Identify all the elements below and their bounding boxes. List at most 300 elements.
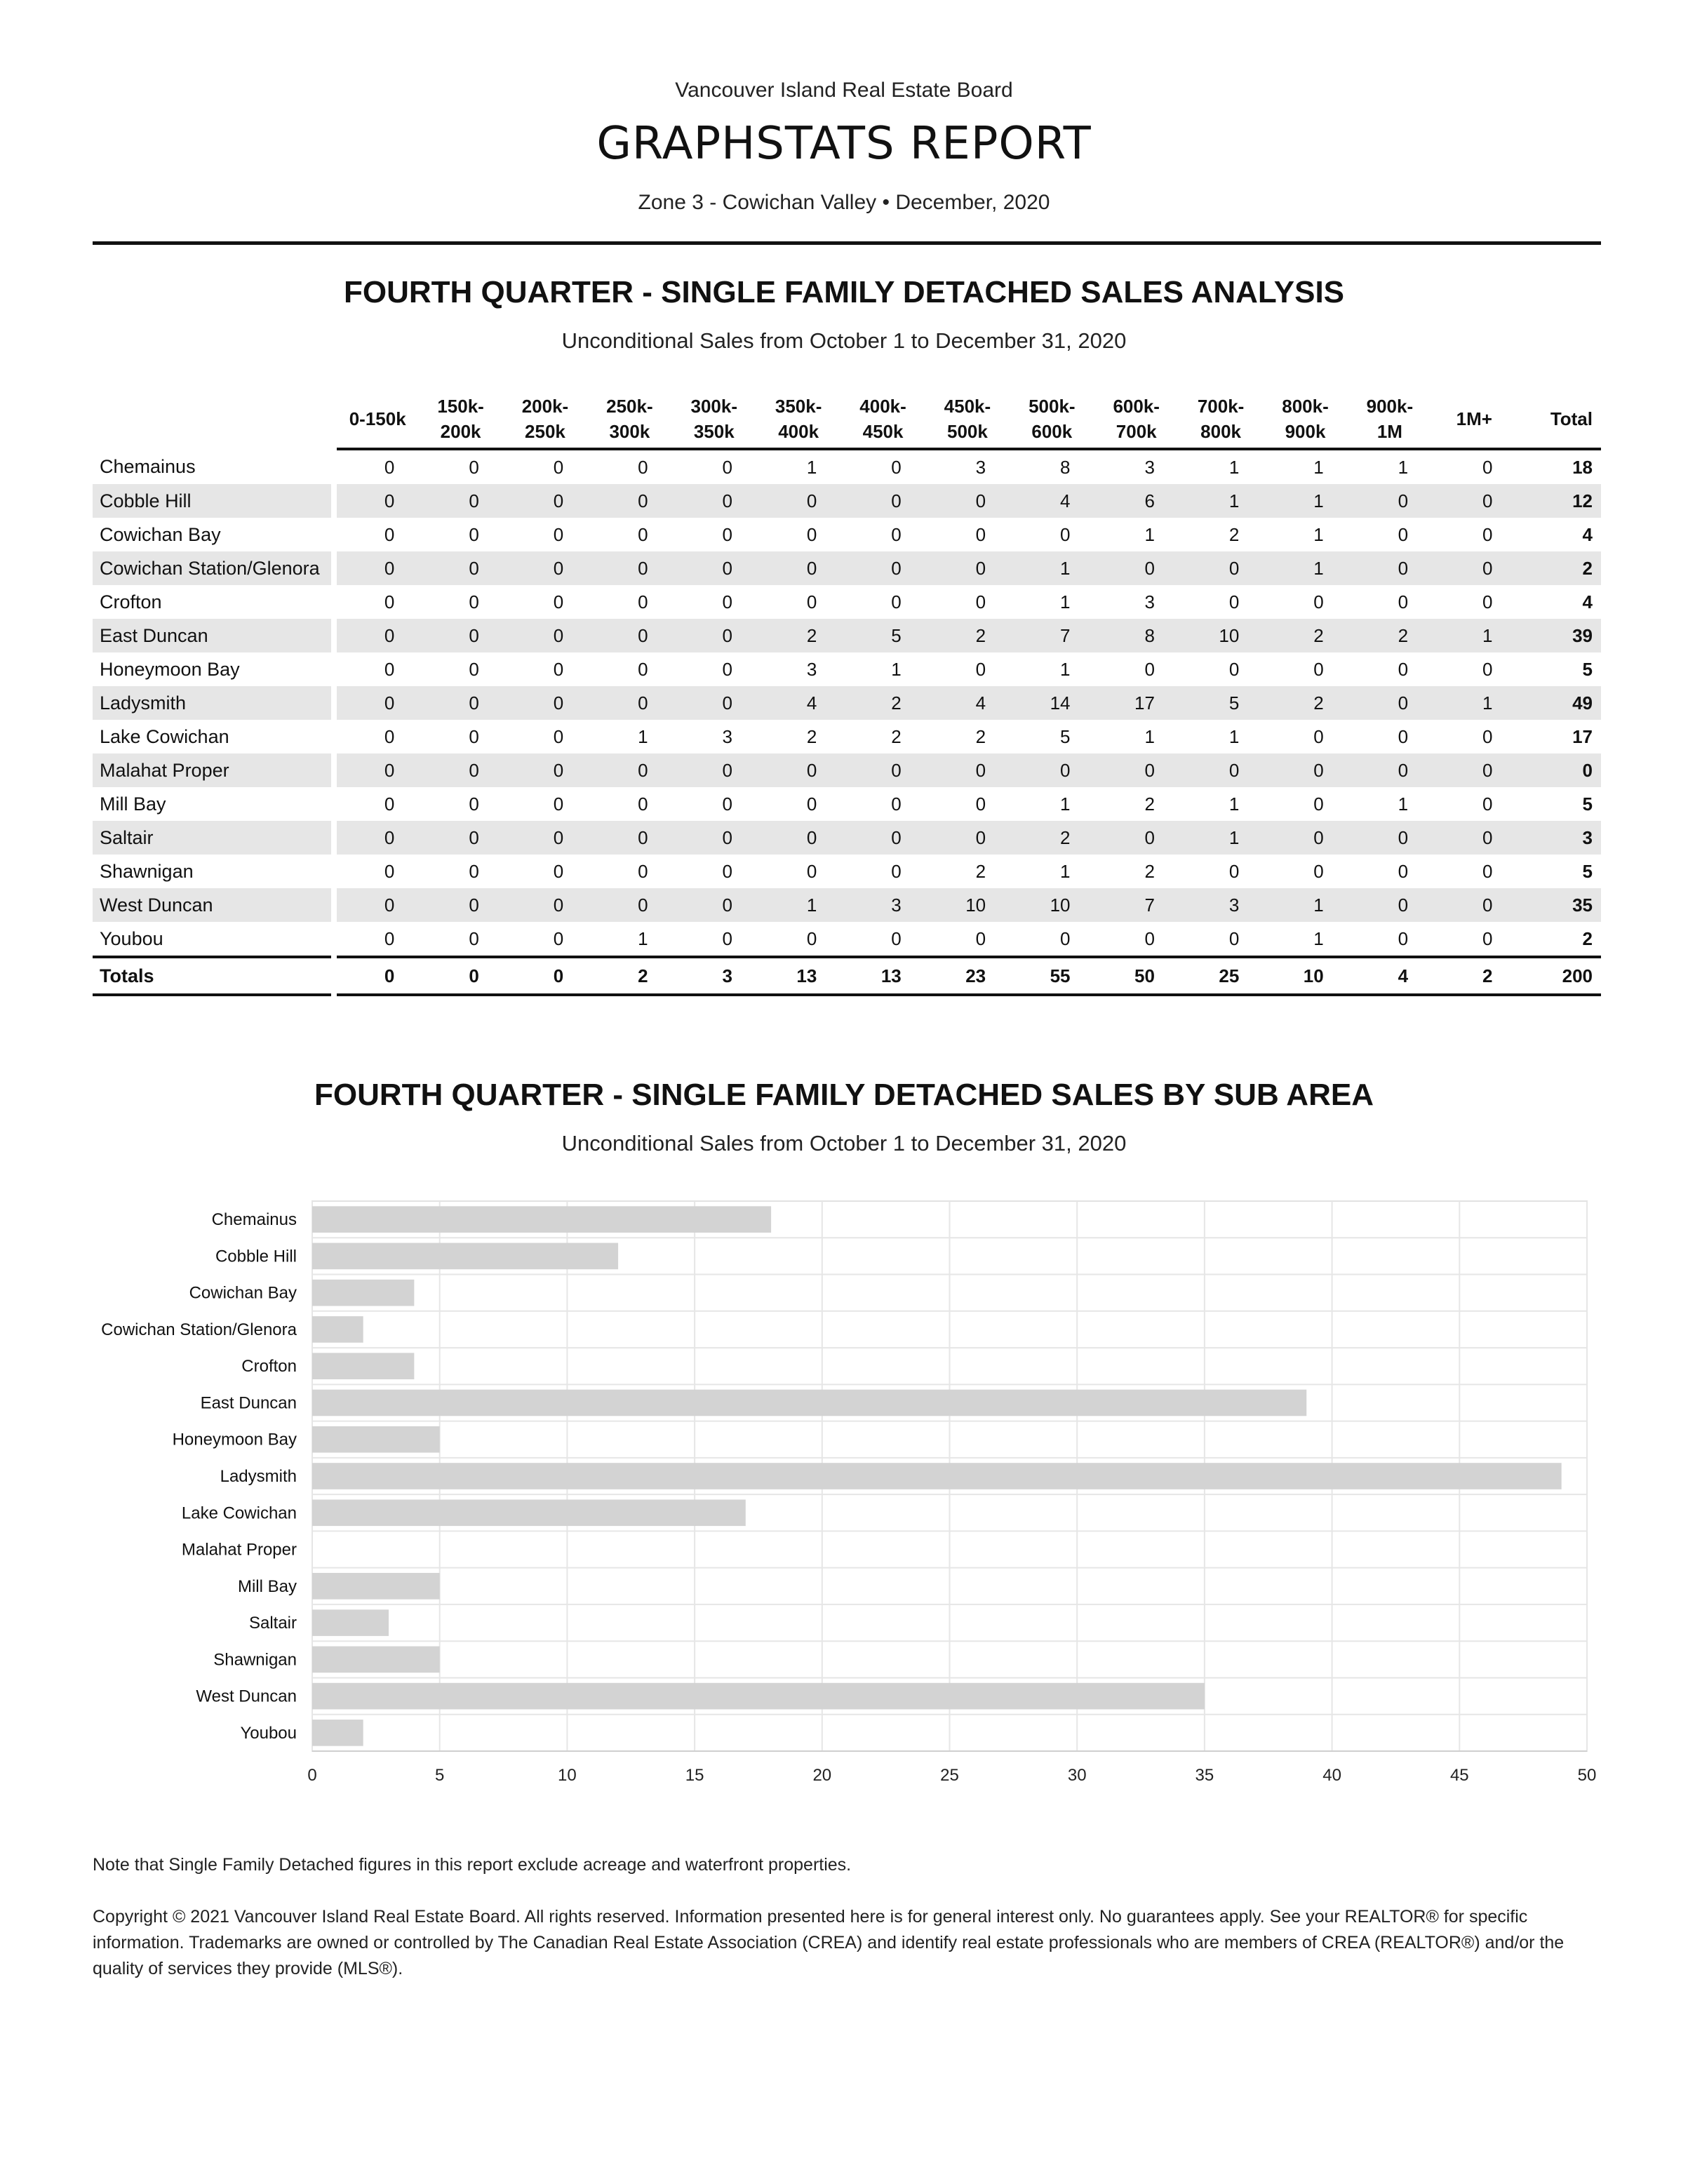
bar: [312, 1463, 1562, 1489]
sales-count-cell: 0: [469, 456, 479, 478]
price-range-header: [503, 390, 587, 449]
table-row: [93, 449, 1601, 484]
sales-count-cell: 1: [1263, 484, 1347, 518]
sales-count-cell: 1: [891, 658, 902, 680]
totals-row: [93, 957, 1601, 995]
bar: [312, 1720, 363, 1746]
sales-count-cell: 0: [334, 484, 418, 518]
sales-count-cell: 0: [1432, 888, 1516, 922]
price-range-header-line2: 500k: [947, 421, 988, 442]
sales-count-cell: 1: [806, 456, 817, 478]
sales-count-cell: 0: [418, 888, 502, 922]
sales-count-cell: 0: [1398, 860, 1409, 882]
price-range-header: [756, 390, 840, 449]
sales-count-cell: 0: [1482, 658, 1493, 680]
row-total-cell: 2: [1582, 927, 1593, 949]
sales-count-cell: 2: [891, 725, 902, 747]
category-label: Youbou: [240, 1723, 297, 1743]
sub-area-name: Shawnigan: [100, 860, 194, 882]
sales-count-cell: 1: [1228, 793, 1240, 815]
category-label: West Duncan: [196, 1687, 297, 1706]
table-header-row: [93, 390, 1601, 449]
area-column-header: [93, 390, 334, 449]
sales-count-cell: 1: [1179, 821, 1263, 855]
sales-count-cell: 1: [638, 927, 648, 949]
column-total-cell: 2: [587, 957, 671, 995]
sales-count-cell: 0: [418, 686, 502, 720]
sales-count-cell: 0: [722, 793, 732, 815]
row-total-cell: 5: [1582, 860, 1593, 882]
copyright-notice: Copyright © 2021 Vancouver Island Real Estate Board. All rights reserved. Information presented here is for general interest only. No guarantees apply. See your REALTOR® for specific information. Trademarks are owned or controlled by The Canadian Real Estate Association (CREA) and identify real estate professionals who are members of CREA (REALTOR®) and/or the quality of services they provide (MLS®).: [93, 1907, 1565, 1978]
bar: [312, 1390, 1306, 1416]
sub-area-name: Chemainus: [100, 455, 196, 477]
sales-count-cell: 0: [503, 888, 587, 922]
total-column-header: Total: [1516, 390, 1601, 449]
sales-count-cell: 0: [1398, 658, 1409, 680]
sales-count-cell: 0: [722, 456, 732, 478]
x-tick-label: 0: [307, 1766, 317, 1785]
sales-count-cell: 0: [672, 551, 756, 585]
sales-count-cell: 2: [1348, 619, 1432, 652]
price-range-header-line1: 900k-: [1366, 396, 1414, 417]
sub-area-name: Mill Bay: [100, 793, 166, 815]
sub-area-name: Malahat Proper: [93, 753, 334, 787]
sales-count-cell: 7: [1010, 619, 1094, 652]
sales-count-cell: 0: [553, 793, 564, 815]
price-range-header: [925, 390, 1010, 449]
sales-count-cell: 0: [1432, 753, 1516, 787]
sales-count-cell: 0: [334, 449, 418, 484]
sales-count-cell: 0: [638, 793, 648, 815]
price-range-header-line2: 700k: [1116, 421, 1157, 442]
sales-count-cell: 0: [334, 652, 418, 686]
table-row: [93, 484, 1601, 518]
sales-count-cell: 0: [503, 619, 587, 652]
report-subtitle: Zone 3 - Cowichan Valley • December, 2020: [638, 191, 1050, 214]
sales-count-cell: 0: [418, 619, 502, 652]
category-label: Malahat Proper: [181, 1540, 297, 1560]
sales-count-cell: 5: [1060, 725, 1071, 747]
totals-label: Totals: [93, 957, 334, 995]
sales-count-cell: 6: [1094, 484, 1179, 518]
sales-count-cell: 0: [1094, 821, 1179, 855]
sales-count-cell: 2: [1144, 860, 1155, 882]
sales-count-cell: 4: [925, 686, 1010, 720]
x-tick-label: 15: [685, 1766, 704, 1785]
sales-count-cell: 3: [975, 456, 986, 478]
price-range-header-line1: 700k-: [1197, 396, 1245, 417]
sales-count-cell: 0: [925, 821, 1010, 855]
table-row: [93, 855, 1601, 888]
sales-count-cell: 0: [587, 551, 671, 585]
bar: [312, 1499, 746, 1526]
sales-count-cell: 0: [722, 523, 732, 545]
table-row: [93, 821, 1601, 855]
sales-count-cell: 3: [806, 658, 817, 680]
sales-count-cell: 0: [1179, 753, 1263, 787]
report-title: GRAPHSTATS REPORT: [596, 118, 1092, 170]
category-label: Cobble Hill: [215, 1247, 297, 1266]
sales-count-cell: 0: [756, 821, 840, 855]
row-total-cell: 17: [1572, 725, 1593, 747]
bar: [312, 1683, 1205, 1710]
sales-count-cell: 0: [975, 523, 986, 545]
sales-count-cell: 1: [1432, 686, 1516, 720]
table-row: [93, 518, 1601, 551]
sales-count-cell: 0: [503, 686, 587, 720]
footnote: Note that Single Family Detached figures in this report exclude acreage and waterfront properties.: [93, 1855, 852, 1875]
sales-count-cell: 0: [1228, 927, 1240, 949]
sales-count-cell: 0: [1263, 821, 1347, 855]
sales-count-cell: 0: [1313, 658, 1324, 680]
sales-count-cell: 2: [975, 725, 986, 747]
price-range-header: [1010, 390, 1094, 449]
sales-count-cell: 0: [1482, 793, 1493, 815]
sales-count-cell: 2: [756, 619, 840, 652]
sales-count-cell: 0: [503, 484, 587, 518]
column-total-cell: 0: [418, 957, 502, 995]
sales-count-cell: 2: [975, 860, 986, 882]
category-label: East Duncan: [200, 1393, 297, 1413]
table-row: [93, 652, 1601, 686]
sales-count-cell: 0: [638, 591, 648, 612]
sub-area-name: Ladysmith: [93, 686, 334, 720]
sales-count-cell: 0: [672, 753, 756, 787]
sales-count-cell: 0: [756, 551, 840, 585]
x-tick-label: 5: [435, 1766, 445, 1785]
sales-count-cell: 0: [1313, 793, 1324, 815]
sub-area-name: Crofton: [100, 591, 162, 612]
category-label: Ladysmith: [220, 1467, 297, 1486]
price-range-header-line2: 450k: [862, 421, 904, 442]
column-total-cell: 0: [503, 957, 587, 995]
sales-count-cell: 0: [1228, 658, 1240, 680]
column-total-cell: 10: [1263, 957, 1347, 995]
sales-count-cell: 0: [1263, 753, 1347, 787]
header-divider: [93, 241, 1601, 245]
price-range-header-line1: 1M+: [1456, 408, 1492, 429]
sales-count-cell: 0: [638, 456, 648, 478]
sales-count-cell: 10: [1179, 619, 1263, 652]
sales-count-cell: 0: [1432, 551, 1516, 585]
column-total-cell: 50: [1094, 957, 1179, 995]
sales-count-cell: 0: [553, 927, 564, 949]
sales-count-cell: 0: [1228, 860, 1240, 882]
sales-count-cell: 0: [1060, 523, 1071, 545]
sales-count-cell: 0: [334, 855, 418, 888]
sales-count-cell: 0: [334, 619, 418, 652]
sales-count-cell: 0: [334, 518, 418, 551]
category-label: Shawnigan: [213, 1650, 297, 1670]
sales-count-cell: 0: [334, 551, 418, 585]
sales-count-cell: 0: [672, 619, 756, 652]
price-range-header-line2: 300k: [609, 421, 650, 442]
sales-count-cell: 10: [925, 888, 1010, 922]
row-total-cell: 2: [1516, 551, 1601, 585]
price-range-header-line2: 800k: [1200, 421, 1242, 442]
sales-count-cell: 0: [418, 551, 502, 585]
sales-count-cell: 0: [1348, 821, 1432, 855]
sales-count-cell: 0: [1432, 821, 1516, 855]
sub-area-name: West Duncan: [93, 888, 334, 922]
row-total-cell: 0: [1516, 753, 1601, 787]
sales-count-cell: 1: [1010, 551, 1094, 585]
row-total-cell: 5: [1582, 658, 1593, 680]
x-tick-label: 25: [940, 1766, 959, 1785]
sales-count-cell: 1: [638, 725, 648, 747]
price-range-header: [1348, 390, 1432, 449]
sales-count-cell: 0: [1313, 860, 1324, 882]
table-body: [93, 449, 1601, 995]
sales-count-cell: 2: [840, 686, 925, 720]
price-range-header-line1: 300k-: [690, 396, 737, 417]
x-tick-label: 45: [1449, 1766, 1469, 1785]
sales-count-cell: 1: [1432, 619, 1516, 652]
sales-count-cell: 2: [1144, 793, 1155, 815]
sales-count-cell: 0: [672, 888, 756, 922]
sales-count-cell: 2: [806, 725, 817, 747]
sales-count-cell: 0: [1348, 551, 1432, 585]
sales-count-cell: 0: [553, 860, 564, 882]
row-total-cell: 3: [1516, 821, 1601, 855]
bar: [312, 1573, 440, 1600]
sales-count-cell: 0: [722, 927, 732, 949]
sales-count-cell: 0: [1348, 753, 1432, 787]
sales-count-cell: 3: [722, 725, 732, 747]
price-range-header-line2: 350k: [693, 421, 735, 442]
category-label: Mill Bay: [237, 1576, 297, 1596]
sales-count-cell: 0: [806, 523, 817, 545]
price-range-header-line1: 350k-: [775, 396, 822, 417]
price-range-header-line1: 400k-: [859, 396, 906, 417]
x-tick-label: 40: [1322, 1766, 1341, 1785]
sales-count-cell: 0: [638, 860, 648, 882]
table-row: [93, 922, 1601, 957]
sales-analysis-table: [93, 390, 1601, 996]
sales-count-cell: 0: [891, 927, 902, 949]
sales-count-cell: 0: [840, 821, 925, 855]
sales-count-cell: 0: [1094, 551, 1179, 585]
x-tick-label: 30: [1067, 1766, 1087, 1785]
sales-count-cell: 1: [1060, 658, 1071, 680]
sales-count-cell: 0: [1348, 484, 1432, 518]
sales-count-cell: 2: [1263, 686, 1347, 720]
price-range-header: [1094, 390, 1179, 449]
sales-count-cell: 0: [806, 860, 817, 882]
sales-count-cell: 3: [1144, 456, 1155, 478]
sub-area-name: East Duncan: [93, 619, 334, 652]
sub-area-name: Saltair: [93, 821, 334, 855]
sales-count-cell: 0: [672, 686, 756, 720]
sales-count-cell: 0: [1348, 888, 1432, 922]
sales-count-cell: 0: [975, 658, 986, 680]
row-total-cell: 35: [1516, 888, 1601, 922]
row-total-cell: 5: [1582, 793, 1593, 815]
bar: [312, 1647, 440, 1673]
sales-count-cell: 0: [975, 927, 986, 949]
sales-count-cell: 0: [587, 821, 671, 855]
table-section-title: FOURTH QUARTER - SINGLE FAMILY DETACHED SALES ANALYSIS: [343, 275, 1345, 309]
sales-count-cell: 0: [1482, 523, 1493, 545]
sales-count-cell: 0: [722, 860, 732, 882]
sales-count-cell: 0: [587, 686, 671, 720]
sales-count-cell: 0: [638, 523, 648, 545]
sales-count-cell: 1: [1313, 523, 1324, 545]
sales-count-cell: 1: [1228, 725, 1240, 747]
sales-count-cell: 0: [334, 821, 418, 855]
sales-count-cell: 0: [469, 860, 479, 882]
sales-count-cell: 0: [1432, 484, 1516, 518]
table-row: [93, 619, 1601, 652]
price-range-header: [672, 390, 756, 449]
sales-count-cell: 0: [1482, 927, 1493, 949]
category-label: Cowichan Bay: [189, 1283, 297, 1303]
sales-count-cell: 0: [1060, 927, 1071, 949]
sales-count-cell: 0: [925, 551, 1010, 585]
column-total-cell: 3: [672, 957, 756, 995]
sales-count-cell: 0: [1144, 658, 1155, 680]
bar: [312, 1316, 363, 1343]
sales-count-cell: 0: [334, 753, 418, 787]
sales-count-cell: 5: [840, 619, 925, 652]
sales-count-cell: 0: [334, 787, 418, 821]
sales-count-cell: 0: [1482, 725, 1493, 747]
sales-count-cell: 0: [469, 927, 479, 949]
sales-count-cell: 0: [891, 523, 902, 545]
sales-count-cell: 2: [925, 619, 1010, 652]
table-row: [93, 753, 1601, 787]
table-row: [93, 585, 1601, 619]
sub-area-name: Cowichan Bay: [100, 523, 221, 545]
price-range-header: [587, 390, 671, 449]
row-total-cell: 12: [1516, 484, 1601, 518]
sales-count-cell: 0: [1179, 551, 1263, 585]
category-label: Chemainus: [211, 1210, 297, 1230]
sales-count-cell: 0: [975, 793, 986, 815]
sales-count-cell: 8: [1060, 456, 1071, 478]
bar: [312, 1280, 414, 1306]
sales-count-cell: 0: [587, 753, 671, 787]
column-total-cell: 13: [840, 957, 925, 995]
sales-count-cell: 1: [1060, 591, 1071, 612]
sales-count-cell: 0: [469, 725, 479, 747]
sales-count-cell: 1: [1263, 551, 1347, 585]
sales-count-cell: 0: [1482, 591, 1493, 612]
sales-count-cell: 17: [1094, 686, 1179, 720]
sales-count-cell: 0: [334, 686, 418, 720]
sub-area-name: Youbou: [100, 927, 163, 949]
sales-count-cell: 0: [334, 888, 418, 922]
sales-count-cell: 0: [1398, 725, 1409, 747]
sales-count-cell: 0: [587, 888, 671, 922]
sub-area-name: Cobble Hill: [93, 484, 334, 518]
price-range-header: [418, 390, 502, 449]
sales-count-cell: 0: [418, 484, 502, 518]
row-total-cell: 49: [1516, 686, 1601, 720]
price-range-header-line1: 600k-: [1113, 396, 1160, 417]
sales-count-cell: 0: [1228, 591, 1240, 612]
sales-count-cell: 0: [891, 591, 902, 612]
price-range-header-line2: 1M: [1376, 421, 1402, 442]
sales-count-cell: 0: [925, 484, 1010, 518]
sales-count-cell: 0: [1482, 456, 1493, 478]
sales-count-cell: 0: [553, 658, 564, 680]
sales-count-cell: 0: [891, 793, 902, 815]
price-range-header-line2: 400k: [778, 421, 819, 442]
table-row: [93, 720, 1601, 753]
sales-count-cell: 0: [553, 591, 564, 612]
sales-count-cell: 0: [469, 591, 479, 612]
grand-total-cell: 200: [1516, 957, 1601, 995]
sales-count-cell: 0: [469, 523, 479, 545]
sales-count-cell: 3: [1144, 591, 1155, 612]
chart-section-title: FOURTH QUARTER - SINGLE FAMILY DETACHED SALES BY SUB AREA: [314, 1078, 1374, 1112]
sales-count-cell: 1: [1313, 456, 1324, 478]
chart-section-subtitle: Unconditional Sales from October 1 to December 31, 2020: [561, 1131, 1127, 1155]
x-tick-label: 50: [1577, 1766, 1597, 1785]
sales-count-cell: 0: [503, 551, 587, 585]
column-total-cell: 23: [925, 957, 1010, 995]
table-row: [93, 551, 1601, 585]
sales-count-cell: 1: [1228, 456, 1240, 478]
sales-count-cell: 0: [418, 753, 502, 787]
price-range-header: [1179, 390, 1263, 449]
price-range-header: [334, 390, 418, 449]
sales-count-cell: 1: [1060, 860, 1071, 882]
price-range-header-line2: 250k: [525, 421, 565, 442]
sales-count-cell: 3: [840, 888, 925, 922]
sales-count-cell: 0: [587, 619, 671, 652]
sales-count-cell: 3: [1179, 888, 1263, 922]
sales-count-cell: 4: [1010, 484, 1094, 518]
price-range-header-line1: 450k-: [944, 396, 991, 417]
price-range-header-line2: 200k: [440, 421, 481, 442]
sales-count-cell: 0: [840, 551, 925, 585]
sales-count-cell: 1: [1060, 793, 1071, 815]
price-range-header-line2: 600k: [1031, 421, 1073, 442]
bar: [312, 1206, 771, 1233]
category-label: Saltair: [248, 1614, 297, 1633]
sales-count-cell: 2: [1263, 619, 1347, 652]
sales-count-cell: 2: [1010, 821, 1094, 855]
sales-count-cell: 0: [503, 753, 587, 787]
table-row: [93, 686, 1601, 720]
row-total-cell: 4: [1582, 591, 1593, 612]
sales-count-cell: 14: [1010, 686, 1094, 720]
sales-count-cell: 0: [334, 922, 418, 957]
bar: [312, 1243, 618, 1270]
sales-count-cell: 0: [806, 793, 817, 815]
sales-count-cell: 0: [891, 860, 902, 882]
sales-count-cell: 0: [806, 591, 817, 612]
category-label: Cowichan Station/Glenora: [101, 1320, 297, 1339]
sales-count-cell: 0: [1398, 523, 1409, 545]
sales-count-cell: 0: [1094, 753, 1179, 787]
sales-by-sub-area-chart: [0, 1193, 1688, 1810]
sales-count-cell: 0: [469, 793, 479, 815]
table-row: [93, 888, 1601, 922]
sales-count-cell: 10: [1010, 888, 1094, 922]
bar: [312, 1353, 414, 1379]
column-total-cell: 0: [334, 957, 418, 995]
table-section-subtitle: Unconditional Sales from October 1 to December 31, 2020: [561, 328, 1127, 353]
sales-count-cell: 0: [1348, 686, 1432, 720]
sales-count-cell: 0: [756, 484, 840, 518]
x-tick-label: 20: [812, 1766, 832, 1785]
column-total-cell: 25: [1179, 957, 1263, 995]
sales-count-cell: 0: [722, 591, 732, 612]
sales-count-cell: 5: [1179, 686, 1263, 720]
